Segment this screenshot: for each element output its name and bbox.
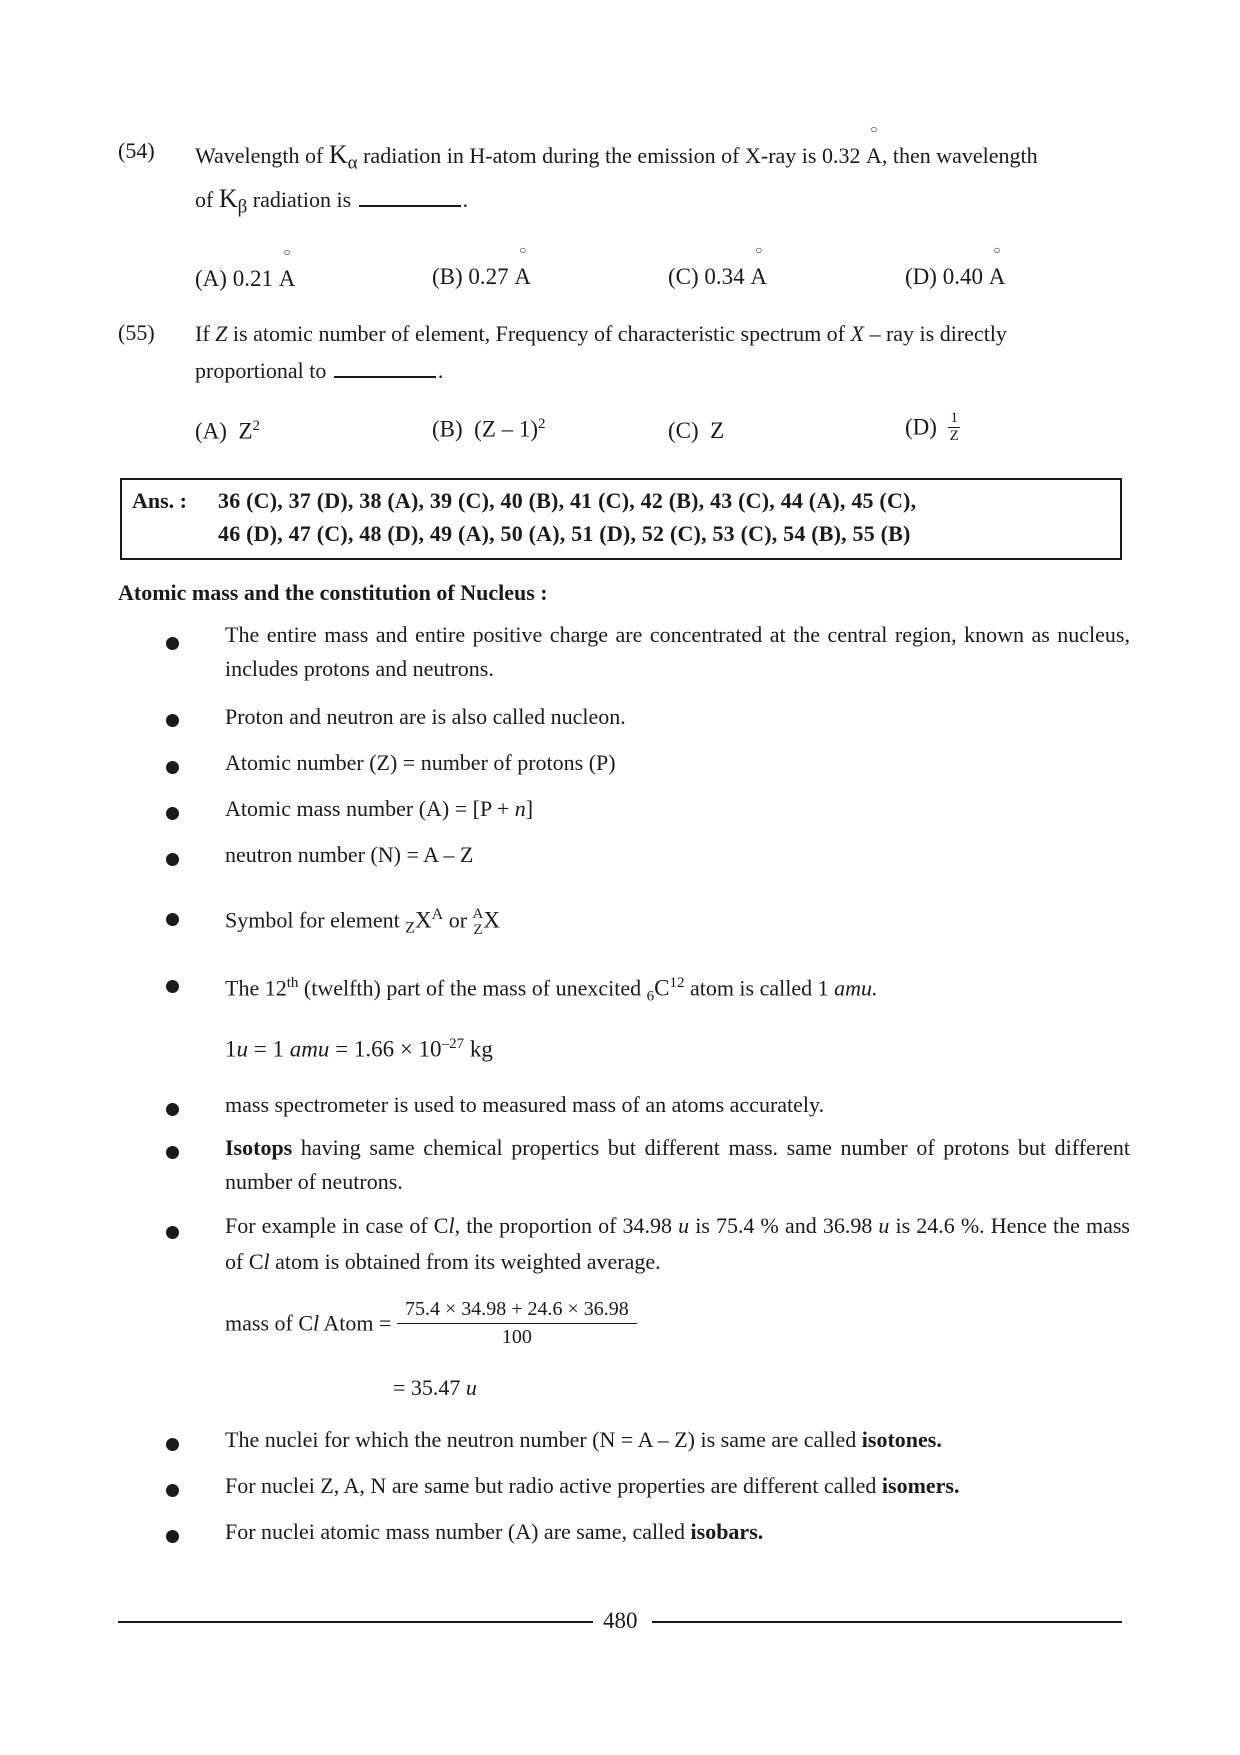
q54-text-line1: Wavelength of $K_\alpha$ radiation in H-atom during the emission of X-ray is 0.32 ○ A, then wavelength xyxy=(195,122,1038,174)
bullet-text-isotopes: Isotops having same chemical propertics but different mass. same number of protons but different number of neutrons. xyxy=(225,1135,1130,1194)
bullet-text-nucleus: The entire mass and entire positive charge are concentrated at the central region, known as nucleus, includes protons and neutrons. xyxy=(225,622,1130,681)
q54-number: (54) xyxy=(118,138,155,163)
answer-key-row-2: 46 (D), 47 (C), 48 (D), 49 (A), 50 (A), 51 (D), 52 (C), 53 (C), 54 (B), 55 (B) xyxy=(218,521,911,546)
bullet-icon xyxy=(166,1103,179,1116)
q54-option-a: (A) 0.21 ○ A xyxy=(195,245,296,291)
bullet-text-isobars: For nuclei atomic mass number (A) are same, called isobars. xyxy=(225,1519,764,1544)
bullet-icon xyxy=(166,913,179,926)
bullet-text-isomers: For nuclei Z, A, N are same but radio active properties are different called isomers. xyxy=(225,1473,960,1498)
weighted-average-fraction: $\frac{75.4 \times 34.98 + 24.6 \times 36.98}{100}$ xyxy=(397,1298,637,1349)
footer-rule-right xyxy=(652,1621,1122,1623)
q55-text-line1: If Z is atomic number of element, Frequency of characteristic spectrum of X – ray is directly xyxy=(195,321,1007,346)
answer-key-box xyxy=(120,478,1122,560)
fraction-one-over-z: $\frac{1}{Z}$ xyxy=(949,410,959,444)
bullet-icon xyxy=(166,1484,179,1497)
bullet-text-spectrometer: mass spectrometer is used to measured mass of an atoms accurately. xyxy=(225,1092,825,1117)
q55-option-d: (D) $\frac{1}{Z}$ xyxy=(905,410,959,444)
bullet-icon xyxy=(166,853,179,866)
q55-text-line2: proportional to . xyxy=(195,358,444,383)
bullet-icon xyxy=(166,980,179,993)
q55-option-a: (A) $Z^2$ xyxy=(195,418,260,444)
bullet-icon xyxy=(166,1226,179,1239)
bullet-icon xyxy=(166,714,179,727)
bullet-text-nucleon: Proton and neutron are is also called nucleon. xyxy=(225,704,626,729)
q55-option-b: (B) (Z – 1)$^2$ xyxy=(432,416,546,442)
answer-blank xyxy=(334,375,436,378)
answer-key-label: Ans. : xyxy=(132,488,188,513)
q54-text-line2: of $K_\beta$ radiation is . xyxy=(195,184,469,218)
answer-blank xyxy=(359,204,461,207)
q54-option-b: (B) 0.27 ○ A xyxy=(432,243,532,289)
k-symbol: K xyxy=(328,140,348,169)
bullet-icon xyxy=(166,1146,179,1159)
footer-rule-left xyxy=(118,1621,593,1623)
equation-chlorine-result: = 35.47 u xyxy=(393,1375,477,1400)
angstrom-symbol: ○ A xyxy=(865,122,882,168)
bullet-icon xyxy=(166,761,179,774)
q54-option-c: (C) 0.34 ○ A xyxy=(668,243,768,289)
bullet-text-isotones: The nuclei for which the neutron number (N = A – Z) is same are called isotones. xyxy=(225,1427,942,1452)
bullet-text-mass-number: Atomic mass number (A) = [P + n] xyxy=(225,796,534,821)
page-number: 480 xyxy=(603,1608,638,1633)
answer-key-row-1: 36 (C), 37 (D), 38 (A), 39 (C), 40 (B), 41 (C), 42 (B), 43 (C), 44 (A), 45 (C), xyxy=(218,488,917,513)
bullet-icon xyxy=(166,637,179,650)
q55-option-c: (C) Z xyxy=(668,418,725,443)
bullet-text-chlorine-example: For example in case of Cl, the proportion of 34.98 u is 75.4 % and 36.98 u is 24.6 %. Hence the mass of Cl atom is obtained from its weighted average. xyxy=(225,1213,1130,1274)
equation-chlorine-mass: mass of Cl Atom = $\frac{75.4 \times 34.98 + 24.6 \times 36.98}{100}$ xyxy=(225,1298,637,1349)
q55-number: (55) xyxy=(118,320,155,345)
section-heading: Atomic mass and the constitution of Nucleus : xyxy=(118,580,548,605)
bullet-text-atomic-number: Atomic number (Z) = number of protons (P) xyxy=(225,750,616,775)
bullet-text-neutron-number: neutron number (N) = A – Z xyxy=(225,842,474,867)
bullet-icon xyxy=(166,1438,179,1451)
q54-option-d: (D) 0.40 ○ A xyxy=(905,243,1006,289)
bullet-icon xyxy=(166,1530,179,1543)
bullet-text-amu: The 12th (twelfth) part of the mass of unexcited $_6C^{12}$ atom is called 1 amu. xyxy=(225,975,878,1005)
equation-amu: 1u = 1 amu = $1.66 \times 10^{-27}$ kg xyxy=(225,1036,493,1062)
bullet-icon xyxy=(166,807,179,820)
bullet-text-symbol: Symbol for element $_ZX^A$ or A Z X xyxy=(225,906,501,939)
